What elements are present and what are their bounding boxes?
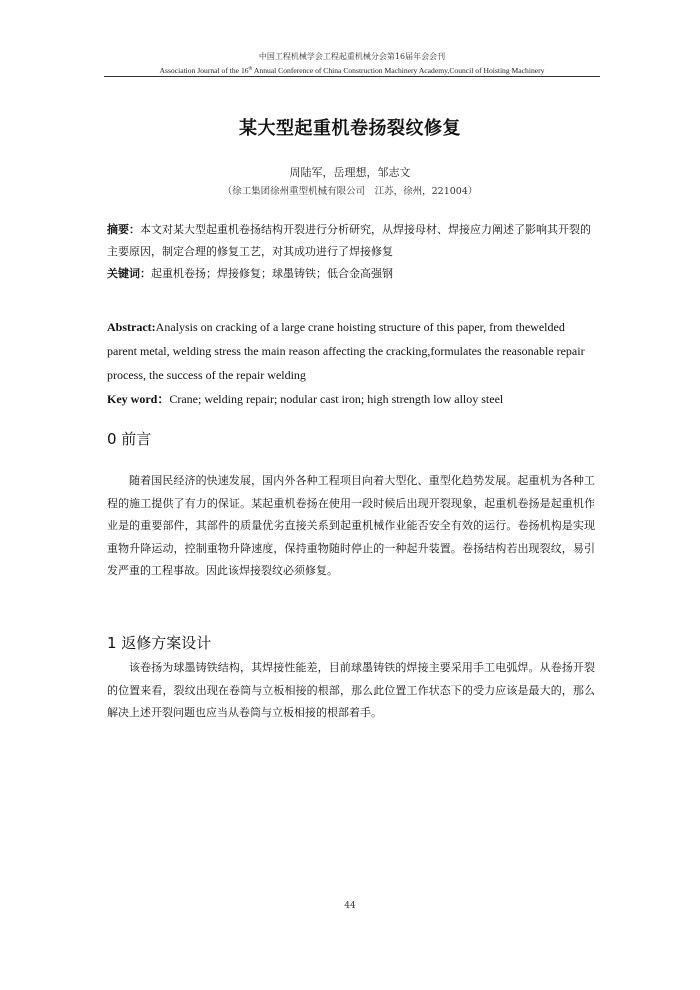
running-header bbox=[104, 50, 600, 78]
header-chinese: 中国工程机械学会工程起重机械分会第16届年会会刊 bbox=[258, 52, 446, 61]
abstract-en-label: Abstract: bbox=[107, 320, 156, 334]
header-rule bbox=[104, 76, 600, 77]
repair-plan-paragraph: 该卷扬为球墨铸铁结构，其焊接性能差，目前球墨铸铁的焊接主要采用手工电弧焊。从卷扬开裂的位置来看，裂纹出现在卷筒与立板相接的根部，那么此位置工作状态下的受力应该是最大的，那么解决上述开裂问题也应当从卷筒与立板相接的根部着手。 bbox=[107, 661, 595, 720]
header-english-sup: th bbox=[248, 66, 253, 72]
abstract-cn-label: 摘要： bbox=[107, 223, 140, 236]
authors: 周陆军，岳理想，邹志文 bbox=[289, 166, 411, 179]
section-heading-repair-plan: 1 返修方案设计 bbox=[107, 634, 212, 652]
section-heading-intro: 0 前言 bbox=[107, 430, 152, 448]
abstract-en bbox=[107, 315, 595, 387]
header-english-post: Annual Conference of China Construction Machinery Academy,Council of Hoisting Machinery bbox=[252, 66, 545, 75]
keywords-cn-text: 起重机卷扬；焊接修复；球墨铸铁；低合金高强钢 bbox=[151, 267, 393, 280]
section-body-intro bbox=[107, 470, 595, 583]
intro-paragraph: 随着国民经济的快速发展，国内外各种工程项目向着大型化、重型化趋势发展。起重机为各种工程的施工提供了有力的保证。某起重机卷扬在使用一段时候后出现开裂现象，起重机卷扬是起重机作业是的重要部件，其部件的质量优劣直接关系到起重机械作业能否安全有效的运行。卷扬机构是实现重物升降运动，控制重物升降速度，保持重物随时停止的一种起升装置。卷扬结构若出现裂纹，易引发严重的工程事故。因此该焊接裂纹必须修复。 bbox=[107, 474, 595, 578]
affiliation: （徐工集团徐州重型机械有限公司 江苏，徐州，221004） bbox=[222, 186, 478, 197]
header-english-pre: Association Journal of the 16 bbox=[159, 66, 249, 75]
page-number: 44 bbox=[344, 901, 356, 911]
keywords-en-text: Crane; welding repair; nodular cast iron; high strength low alloy steel bbox=[169, 392, 504, 406]
keywords-cn bbox=[107, 263, 595, 285]
abstract-cn-text: 本文对某大型起重机卷扬结构开裂进行分析研究，从焊接母材、焊接应力阐述了影响其开裂的主要原因，制定合理的修复工艺，对其成功进行了焊接修复 bbox=[107, 223, 591, 258]
keywords-cn-label: 关键词： bbox=[107, 267, 151, 280]
keywords-en bbox=[107, 387, 595, 411]
chinese-abstract-block bbox=[107, 219, 595, 285]
abstract-cn bbox=[107, 219, 595, 263]
section-body-repair-plan bbox=[107, 657, 595, 725]
abstract-en-text: Analysis on cracking of a large crane hoisting structure of this paper, from thewelded parent metal, welding stress the main reason affecting the cracking,formulates the reasonable repair process, the success of the repair welding bbox=[107, 320, 585, 382]
paper-title: 某大型起重机卷扬裂纹修复 bbox=[239, 118, 461, 139]
keywords-en-label: Key word： bbox=[107, 392, 170, 406]
english-abstract-block bbox=[107, 315, 595, 411]
